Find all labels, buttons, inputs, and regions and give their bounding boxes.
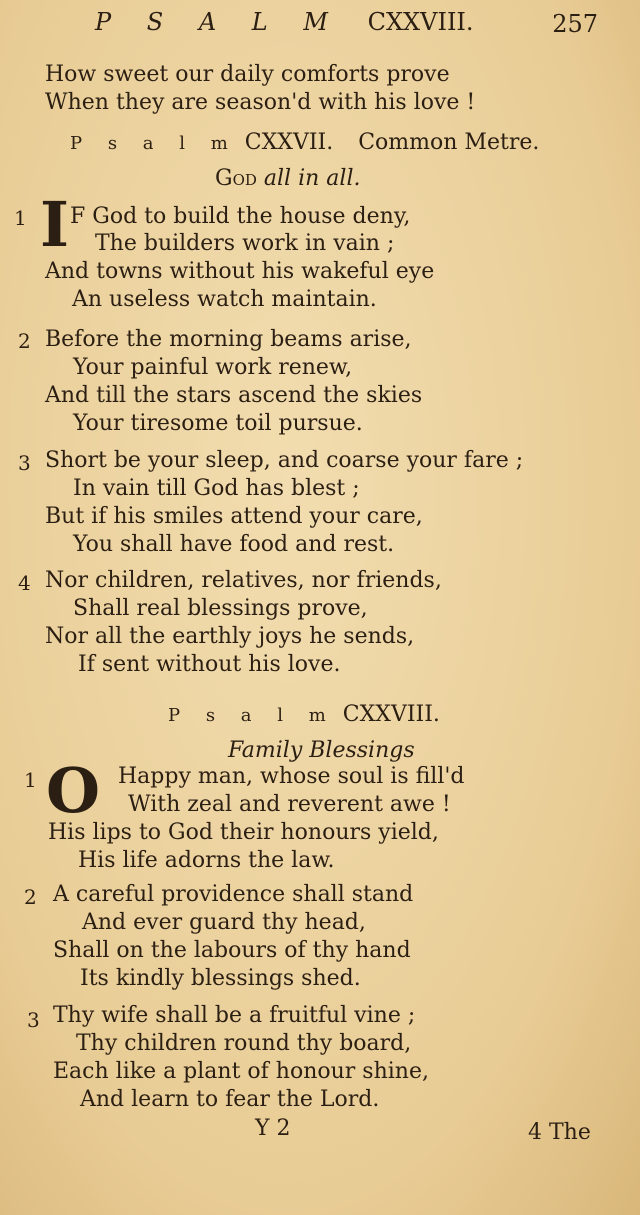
verse-line: Before the morning beams arise, [45, 327, 412, 352]
psalm-label: P s a l m [70, 133, 238, 154]
verse-line: His life adorns the law. [78, 848, 335, 873]
verse-line: F God to build the house deny, [70, 204, 411, 229]
verse-line: Nor children, relatives, nor friends, [45, 568, 442, 593]
verse-line: His lips to God their honours yield, [48, 820, 439, 845]
verse-line: But if his smiles attend your care, [45, 504, 423, 529]
stanza-number: 1 [24, 768, 37, 792]
subtitle-italic: all in all. [263, 166, 361, 191]
catchword: 4 The [528, 1120, 591, 1145]
psalm-roman: CXXVIII. [342, 702, 440, 727]
verse-line: Nor all the earthly joys he sends, [45, 624, 415, 649]
verse-line: Thy children round thy board, [76, 1031, 412, 1056]
verse-line: You shall have food and rest. [73, 532, 395, 557]
verse-line: With zeal and reverent awe ! [128, 792, 451, 817]
stanza-number: 4 [18, 571, 31, 595]
psalm-label: P s a l m [168, 705, 336, 726]
verse-line: A careful providence shall stand [53, 882, 414, 907]
verse-line: Happy man, whose soul is fill'd [118, 764, 465, 789]
stanza-number: 1 [14, 206, 27, 230]
psalm-roman: CXXVII. [244, 130, 334, 155]
drop-cap: O [46, 754, 101, 827]
psalm-metre: Common Metre. [358, 130, 540, 155]
stanza-number: 2 [24, 885, 37, 909]
psalm-127-heading [70, 130, 539, 155]
psalm-128-heading [168, 702, 440, 727]
signature-mark: Y 2 [255, 1116, 291, 1141]
running-head-title [95, 8, 474, 36]
verse-line: And ever guard thy head, [82, 910, 366, 935]
verse-line: How sweet our daily comforts prove [45, 62, 450, 87]
verse-line: When they are season'd with his love ! [45, 90, 476, 115]
verse-line: If sent without his love. [78, 652, 341, 677]
verse-line: An useless watch maintain. [72, 287, 377, 312]
verse-line: Your painful work renew, [73, 355, 353, 380]
running-head-label: P S A L M [95, 8, 342, 36]
psalm-127-subtitle [215, 166, 360, 191]
verse-line: Shall real blessings prove, [73, 596, 368, 621]
verse-line: And learn to fear the Lord. [80, 1087, 380, 1112]
verse-line: Short be your sleep, and coarse your fare ; [45, 448, 524, 473]
verse-line: And till the stars ascend the skies [45, 383, 423, 408]
stanza-number: 2 [18, 329, 31, 353]
verse-line: Its kindly blessings shed. [80, 966, 361, 991]
verse-line: Each like a plant of honour shine, [53, 1059, 429, 1084]
verse-line: Shall on the labours of thy hand [53, 938, 411, 963]
verse-line: Thy wife shall be a fruitful vine ; [53, 1003, 416, 1028]
page-number: 257 [552, 10, 598, 38]
subtitle-caps: God [215, 166, 257, 191]
drop-cap: I [40, 188, 70, 261]
verse-line: Your tiresome toil pursue. [73, 411, 363, 436]
verse-line: In vain till God has blest ; [73, 476, 360, 501]
psalm-128-subtitle: Family Blessings [228, 738, 415, 763]
verse-line: The builders work in vain ; [95, 231, 395, 256]
stanza-number: 3 [18, 451, 31, 475]
verse-line: And towns without his wakeful eye [45, 259, 435, 284]
running-head-roman: CXXVIII. [367, 8, 474, 36]
stanza-number: 3 [27, 1008, 40, 1032]
